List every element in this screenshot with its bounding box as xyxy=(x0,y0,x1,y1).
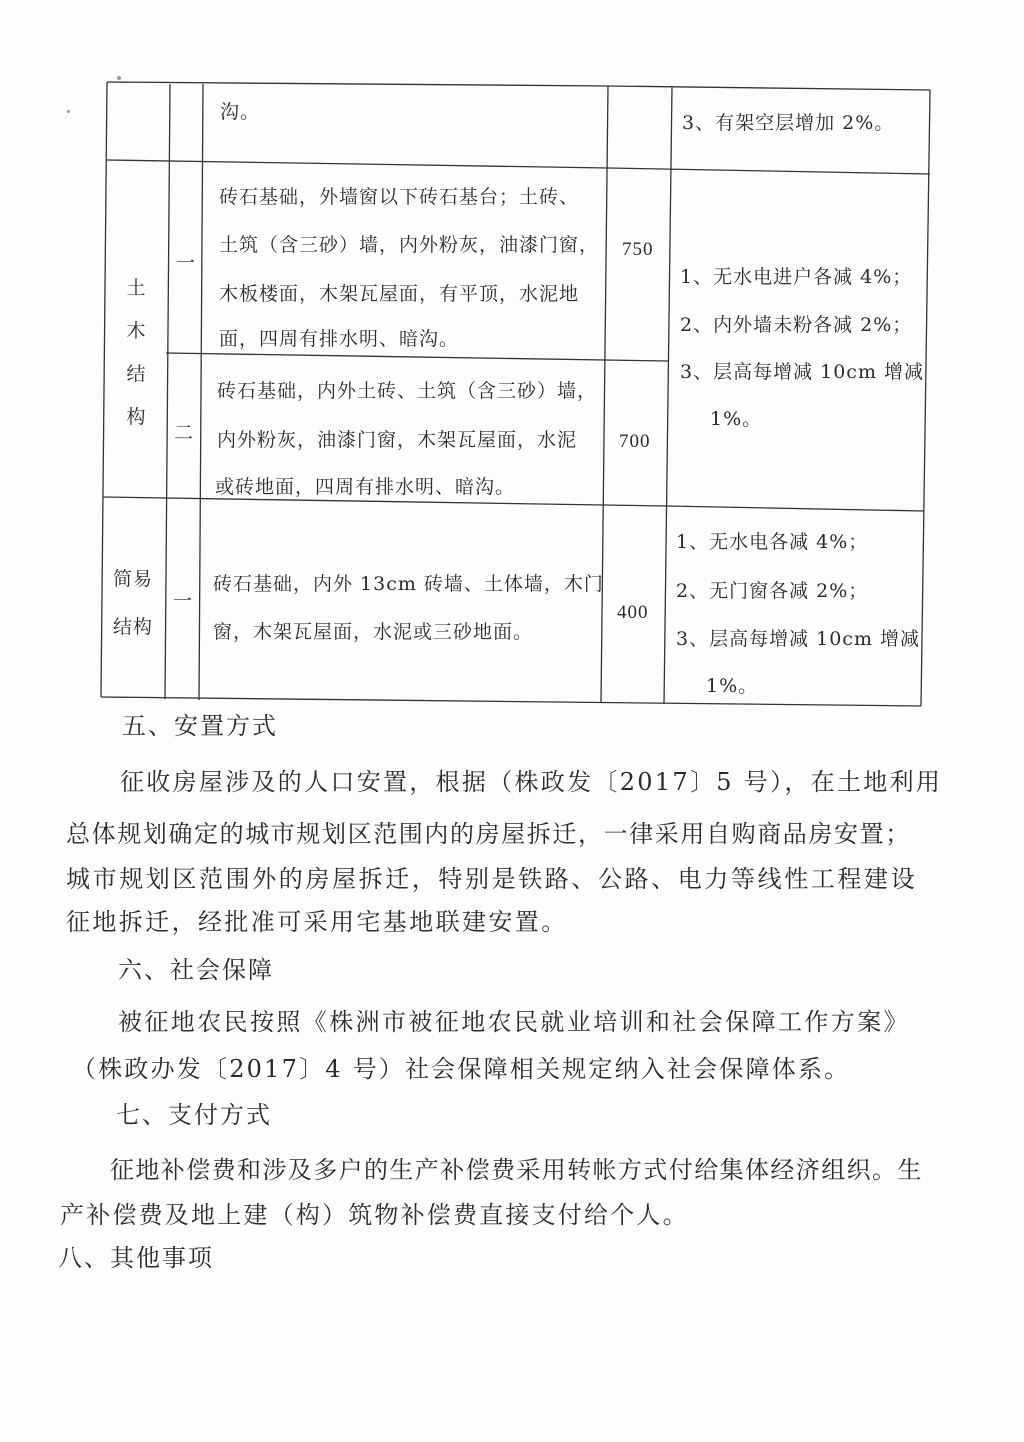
section-heading: 六、社会保障 xyxy=(118,956,274,984)
paragraph-line: 产补偿费及地上建（构）筑物补偿费直接支付给个人。 xyxy=(60,1201,689,1229)
paragraph-line: 被征地农民按照《株洲市被征地农民就业培训和社会保障工作方案》 xyxy=(118,1008,910,1036)
table-cell-grade: 一 xyxy=(173,590,194,612)
table-cell-desc-line: 砖石基础，外墙窗以下砖石基台；土砖、 xyxy=(219,186,580,208)
table-cell-desc-line: 砖石基础，内外 13cm 砖墙、土体墙，木门 xyxy=(213,573,604,595)
table-cell-desc-line: 土筑（含三砂）墙，内外粉灰，油漆门窗， xyxy=(219,234,600,256)
table-grid xyxy=(0,0,1024,720)
table-cell-note-line: 3、层高每增减 10cm 增减 xyxy=(676,628,921,650)
paragraph-line: 征收房屋涉及的人口安置，根据（株政发〔2017〕5 号），在土地利用 xyxy=(120,768,943,796)
table-cell-note-line: 1、无水电各减 4%； xyxy=(676,531,869,553)
table-cell-desc-line: 面，四周有排水明、暗沟。 xyxy=(219,328,460,350)
table-cell-note-line: 2、无门窗各减 2%； xyxy=(676,580,869,602)
section-heading: 五、安置方式 xyxy=(122,712,278,740)
table-cell-grade: 二 xyxy=(174,422,195,444)
scan-mark xyxy=(117,76,121,80)
table-cell-desc-line: 木板楼面，木架瓦屋面，有平顶，水泥地 xyxy=(219,283,580,305)
table-cell-desc-line: 或砖地面，四周有排水明、暗沟。 xyxy=(215,476,516,498)
table-cell-desc-line: 窗，木架瓦屋面，水泥或三砂地面。 xyxy=(213,621,534,643)
table-cell-category-simple: 结构 xyxy=(113,616,154,638)
table-cell-note-line: 1%。 xyxy=(706,675,759,697)
paragraph-line: 征地补偿费和涉及多户的生产补偿费采用转帐方式付给集体经济组织。生 xyxy=(110,1156,923,1184)
table-cell-note-line: 3、层高每增减 10cm 增减 xyxy=(680,361,925,383)
section-heading: 七、支付方式 xyxy=(116,1101,272,1129)
table-cell-desc-line: 砖石基础，内外土砖、土筑（含三砂）墙， xyxy=(217,380,598,402)
table-cell-desc-line: 内外粉灰，油漆门窗，木架瓦屋面，水泥 xyxy=(217,429,578,451)
section-heading: 八、其他事项 xyxy=(58,1244,214,1272)
table-cell-desc-continued: 沟。 xyxy=(220,101,261,123)
table-cell-category-simple: 简易 xyxy=(113,568,154,590)
table-cell-note-continued: 3、有架空层增加 2%。 xyxy=(682,112,895,134)
table-cell-note-line: 1、无水电进户各减 4%； xyxy=(680,266,913,288)
table-cell-price: 750 xyxy=(622,239,654,260)
table-cell-price: 400 xyxy=(617,602,649,623)
table-cell-note-line: 1%。 xyxy=(710,408,763,430)
table-cell-category-wood-earth: 土 木 结 构 xyxy=(126,277,146,428)
paragraph-line: （株政办发〔2017〕4 号）社会保障相关规定纳入社会保障体系。 xyxy=(72,1055,851,1083)
scan-mark xyxy=(67,110,70,113)
table-cell-note-line: 2、内外墙未粉各减 2%； xyxy=(680,314,913,336)
table-cell-grade: 一 xyxy=(176,252,197,274)
paragraph-line: 城市规划区范围外的房屋拆迁，特别是铁路、公路、电力等线性工程建设 xyxy=(66,865,918,893)
paragraph-line: 征地拆迁，经批准可采用宅基地联建安置。 xyxy=(66,908,568,936)
table-cell-price: 700 xyxy=(619,431,651,452)
paragraph-line: 总体规划确定的城市规划区范围内的房屋拆迁，一律采用自购商品房安置； xyxy=(66,820,911,848)
